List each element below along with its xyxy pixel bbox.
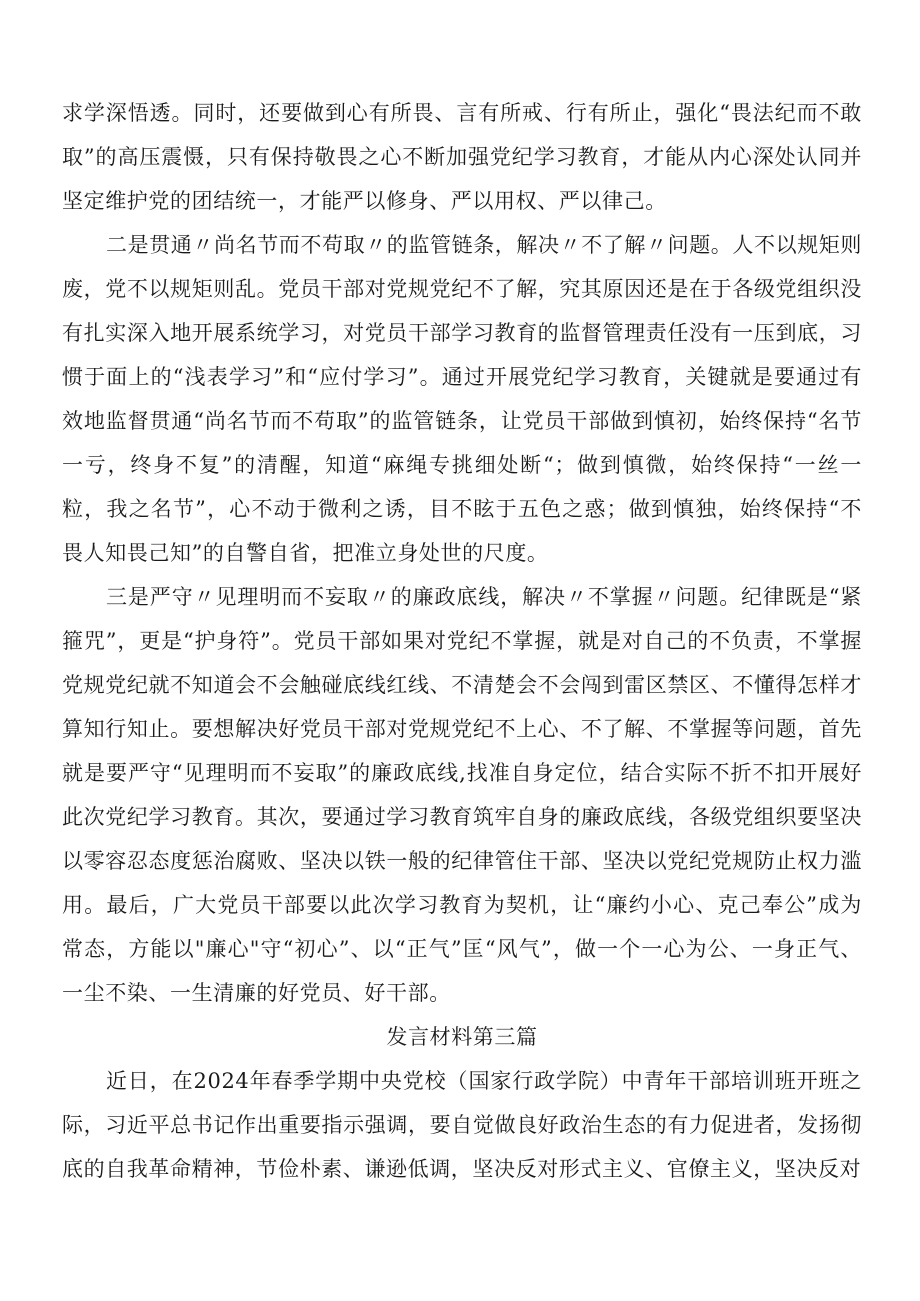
section-title: 发言材料第三篇 bbox=[386, 1025, 538, 1049]
paragraph-intro: 近日，在2024年春季学期中央党校（国家行政学院）中青年干部培训班开班之际，习近平总书记作出重要指示强调，要自觉做良好政治生态的有力促进者，发扬彻底的自我革命精神，节俭朴素、谦逊低调，坚决反对形式主义、官僚主义，坚决反对 bbox=[62, 1069, 862, 1181]
paragraph-continuation: 求学深悟透。同时，还要做到心有所畏、言有所戒、行有所止，强化“畏法纪而不敢取”的高压震慑，只有保持敬畏之心不断加强党纪学习教育，才能从内心深处认同并坚定维护党的团结统一，才能严以修身、严以用权、严以律己。 bbox=[62, 101, 862, 213]
paragraph-point-two: 二是贯通〃尚名节而不苟取〃的监管链条，解决〃不了解〃问题。人不以规矩则废，党不以规矩则乱。党员干部对党规党纪不了解，究其原因还是在于各级党组织没有扎实深入地开展系统学习，对党员干部学习教育的监督管理责任没有一压到底，习惯于面上的“浅表学习”和“应付学习”。通过开展党纪学习教育，关键就是要通过有效地监督贯通“尚名节而不苟取”的监管链条，让党员干部做到慎初，始终保持“名节一亏，终身不复”的清醒，知道“麻绳专挑细处断“；做到慎微，始终保持“一丝一粒，我之名节”，心不动于微利之诱，目不眩于五色之惑；做到慎独，始终保持“不畏人知畏己知”的自警自省，把准立身处世的尺度。 bbox=[62, 233, 862, 565]
paragraph-point-three: 三是严守〃见理明而不妄取〃的廉政底线，解决〃不掌握〃问题。纪律既是“紧箍咒”，更是“护身符”。党员干部如果对党纪不掌握，就是对自己的不负责，不掌握党规党纪就不知道会不会触碰底线红线、不清楚会不会闯到雷区禁区、不懂得怎样才算知行知止。要想解决好党员干部对党规党纪不上心、不了解、不掌握等问题，首先就是要严守“见理明而不妄取”的廉政底线,找准自身定位，结合实际不折不扣开展好此次党纪学习教育。其次，要通过学习教育筑牢自身的廉政底线，各级党组织要坚决以零容忍态度惩治腐败、坚决以铁一般的纪律管住干部、坚决以党纪党规防止权力滥用。最后，广大党员干部要以此次学习教育为契机，让“廉约小心、克己奉公”成为常态，方能以"廉心"守“初心”、以“正气”匡“风气”，做一个一心为公、一身正气、一尘不染、一生清廉的好党员、好干部。 bbox=[62, 585, 862, 1005]
document-page bbox=[62, 91, 862, 1191]
